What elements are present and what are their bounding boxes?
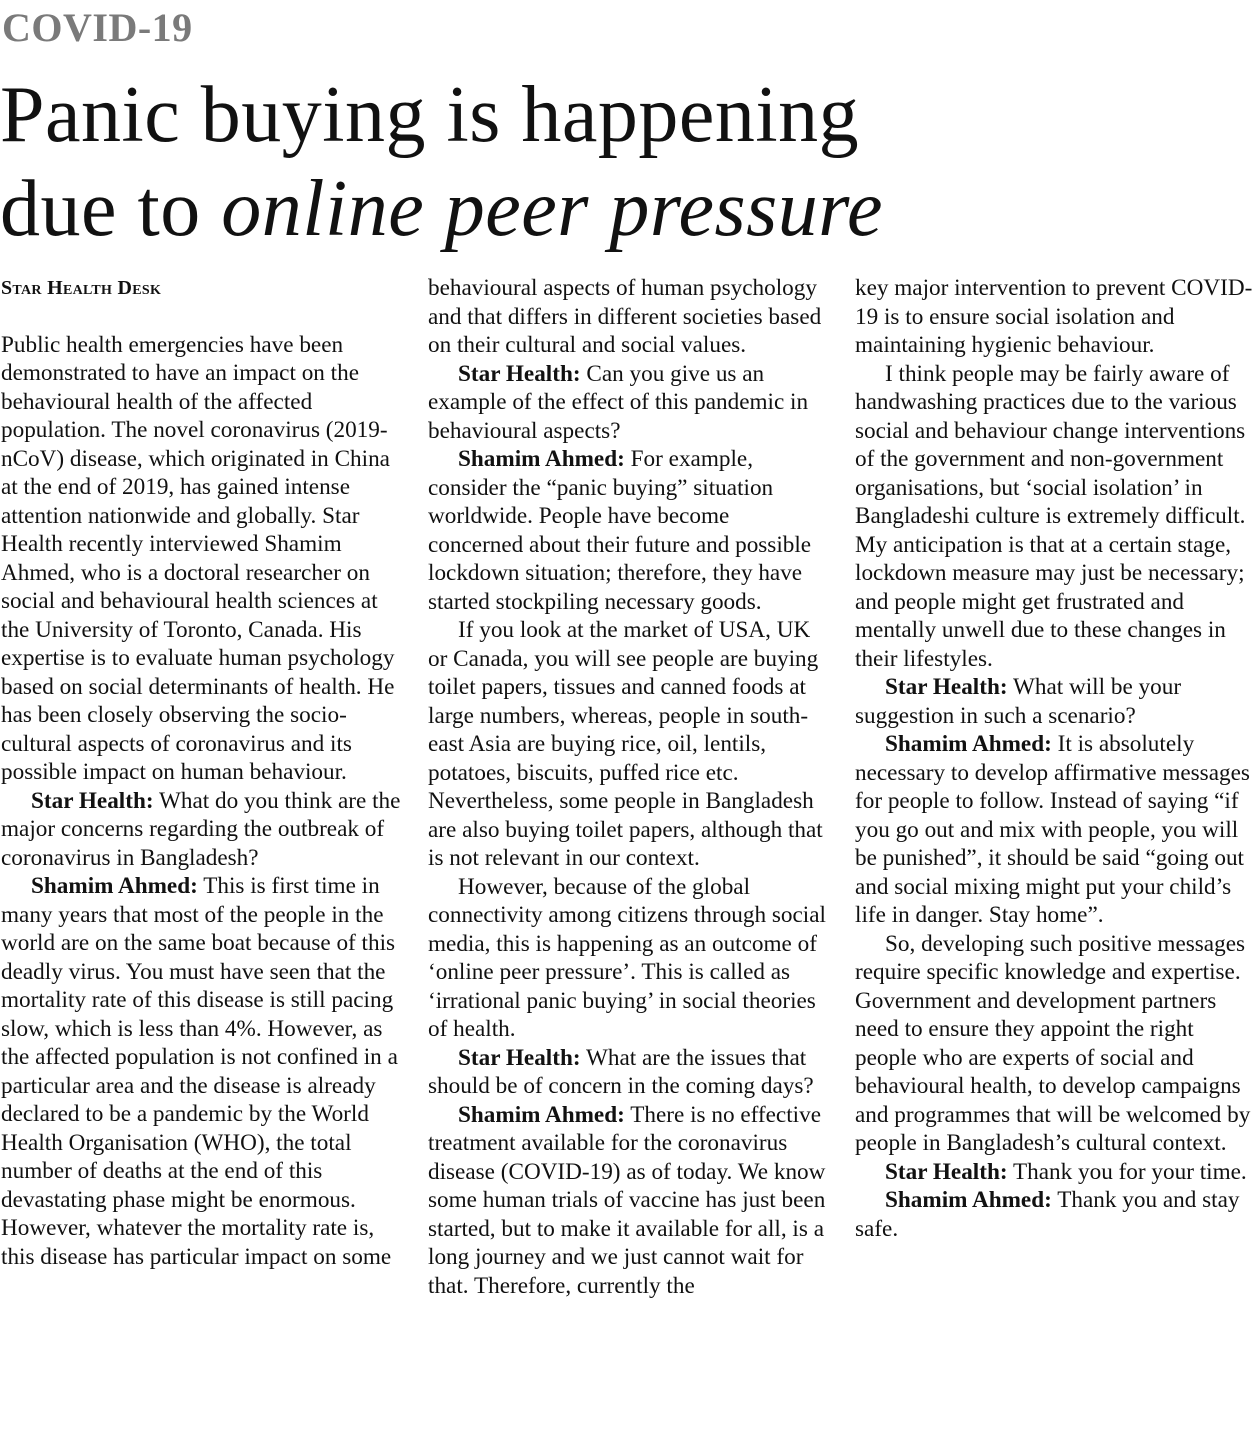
- article-column-1: [1, 274, 401, 1271]
- question-paragraph: [428, 360, 830, 446]
- interviewee-label: Shamim Ahmed:: [458, 1101, 625, 1128]
- answer-text: It is absolutely necessary to develop affirmative messages for people to follow. Instead of saying “if you go out and mix with people, you will be punished”, it should be said “going out and social mixing might put your child’s life in danger. Stay home”.: [855, 731, 1250, 928]
- answer-paragraph: [428, 1101, 830, 1301]
- headline: [0, 68, 1250, 256]
- body-paragraph: So, developing such positive messages require specific knowledge and expertise. Government and development partners need to ensure they appoint the right people who are experts of social and behavioural health, to develop campaigns and programmes that will be welcomed by people in Bangladesh’s cultural context.: [855, 930, 1251, 1156]
- interviewer-label: Star Health:: [458, 360, 581, 387]
- interviewer-label: Star Health:: [458, 1044, 581, 1071]
- answer-paragraph: [428, 445, 830, 616]
- body-paragraph: If you look at the market of USA, UK or Canada, you will see people are buying toilet papers, tissues and canned foods at large numbers, whereas, people in south-east Asia are buying rice, oil, lentils, potatoes, biscuits, puffed rice etc. Nevertheless, some people in Bangladesh are also buying toilet papers, although that is not relevant in our context.: [428, 617, 823, 871]
- continued-paragraph: key major intervention to prevent COVID-19 is to ensure social isolation and maintaining hygienic behaviour.: [855, 275, 1253, 358]
- body-paragraph: However, because of the global connectivity among citizens through social media, this is happening as an outcome of ‘online peer pressure’. This is called as ‘irrational panic buying’ in social theories of health.: [428, 873, 826, 1042]
- body-paragraph: I think people may be fairly aware of handwashing practices due to the various social and behaviour change interventions of the government and non-government organisations, but ‘social isolation’ in Bangladeshi culture is extremely difficult. My anticipation is that at a certain stage, lockdown measure may just be necessary; and people might get frustrated and mentally unwell due to these changes in their lifestyles.: [855, 360, 1246, 672]
- interviewer-label: Star Health:: [31, 787, 154, 814]
- answer-text: This is first time in many years that most of the people in the world are on the same boat because of this deadly virus. You must have seen that the mortality rate of this disease is still pacing slow, which is less than 4%. However, as the affected population is not confined in a particular area and the disease is already declared to be a pandemic by the World Health Organisation (WHO), the total number of deaths at the end of this devastating phase might be enormous. However, whatever the mortality rate is, this disease has particular impact on some: [1, 873, 398, 1270]
- question-text: What are the issues that should be of concern in the coming days?: [428, 1044, 814, 1099]
- answer-paragraph: [1, 872, 401, 1271]
- interviewer-label: Star Health:: [885, 1158, 1008, 1185]
- continued-paragraph: behavioural aspects of human psychology and that differs in different societies based on their cultural and social values.: [428, 275, 822, 358]
- section-kicker: COVID-19: [2, 5, 193, 50]
- question-paragraph: [855, 673, 1255, 730]
- question-paragraph: [428, 1044, 830, 1101]
- question-paragraph: [855, 1158, 1255, 1187]
- interviewee-label: Shamim Ahmed:: [458, 446, 625, 472]
- answer-paragraph: [855, 730, 1255, 930]
- interviewee-label: Shamim Ahmed:: [885, 731, 1052, 757]
- interviewer-label: Star Health:: [885, 674, 1008, 700]
- headline-line-2-plain: due to: [0, 165, 222, 253]
- question-paragraph: [1, 787, 401, 873]
- question-text: What do you think are the major concerns regarding the outbreak of coronavirus in Bangladesh?: [1, 787, 401, 871]
- interviewee-label: Shamim Ahmed:: [31, 873, 198, 899]
- question-text: Thank you for your time.: [1007, 1158, 1247, 1185]
- interviewee-label: Shamim Ahmed:: [885, 1187, 1052, 1213]
- headline-line-2: [0, 162, 1250, 256]
- question-text: What will be your suggestion in such a scenario?: [855, 674, 1182, 729]
- byline: Star Health Desk: [1, 277, 162, 299]
- headline-line-2-italic: online peer pressure: [221, 165, 883, 253]
- answer-paragraph: [855, 1186, 1255, 1243]
- headline-line-1: Panic buying is happening: [0, 71, 860, 159]
- intro-paragraph: Public health emergencies have been demonstrated to have an impact on the behavioural health of the affected population. The novel coronavirus (2019-nCoV) disease, which originated in China at the end of 2019, has gained intense attention nationwide and globally. Star Health recently interviewed Shamim Ahmed, who is a doctoral researcher on social and behavioural health sciences at the University of Toronto, Canada. His expertise is to evaluate human psychology based on social determinants of health. He has been closely observing the socio-cultural aspects of coronavirus and its possible impact on human behaviour.: [1, 331, 395, 785]
- question-text: Can you give us an example of the effect of this pandemic in behavioural aspects?: [428, 360, 809, 444]
- article-column-3: [855, 274, 1255, 1243]
- article-column-2: [428, 274, 830, 1300]
- answer-text: There is no effective treatment available for the coronavirus disease (COVID-19) as of today. We know some human trials of vaccine has just been started, but to make it available for all, is a long journey and we just cannot wait for that. Therefore, currently the: [428, 1101, 826, 1299]
- answer-text: For example, consider the “panic buying” situation worldwide. People have become concerned about their future and possible lockdown situation; therefore, they have started stockpiling necessary goods.: [428, 446, 812, 615]
- answer-text: Thank you and stay safe.: [855, 1187, 1240, 1242]
